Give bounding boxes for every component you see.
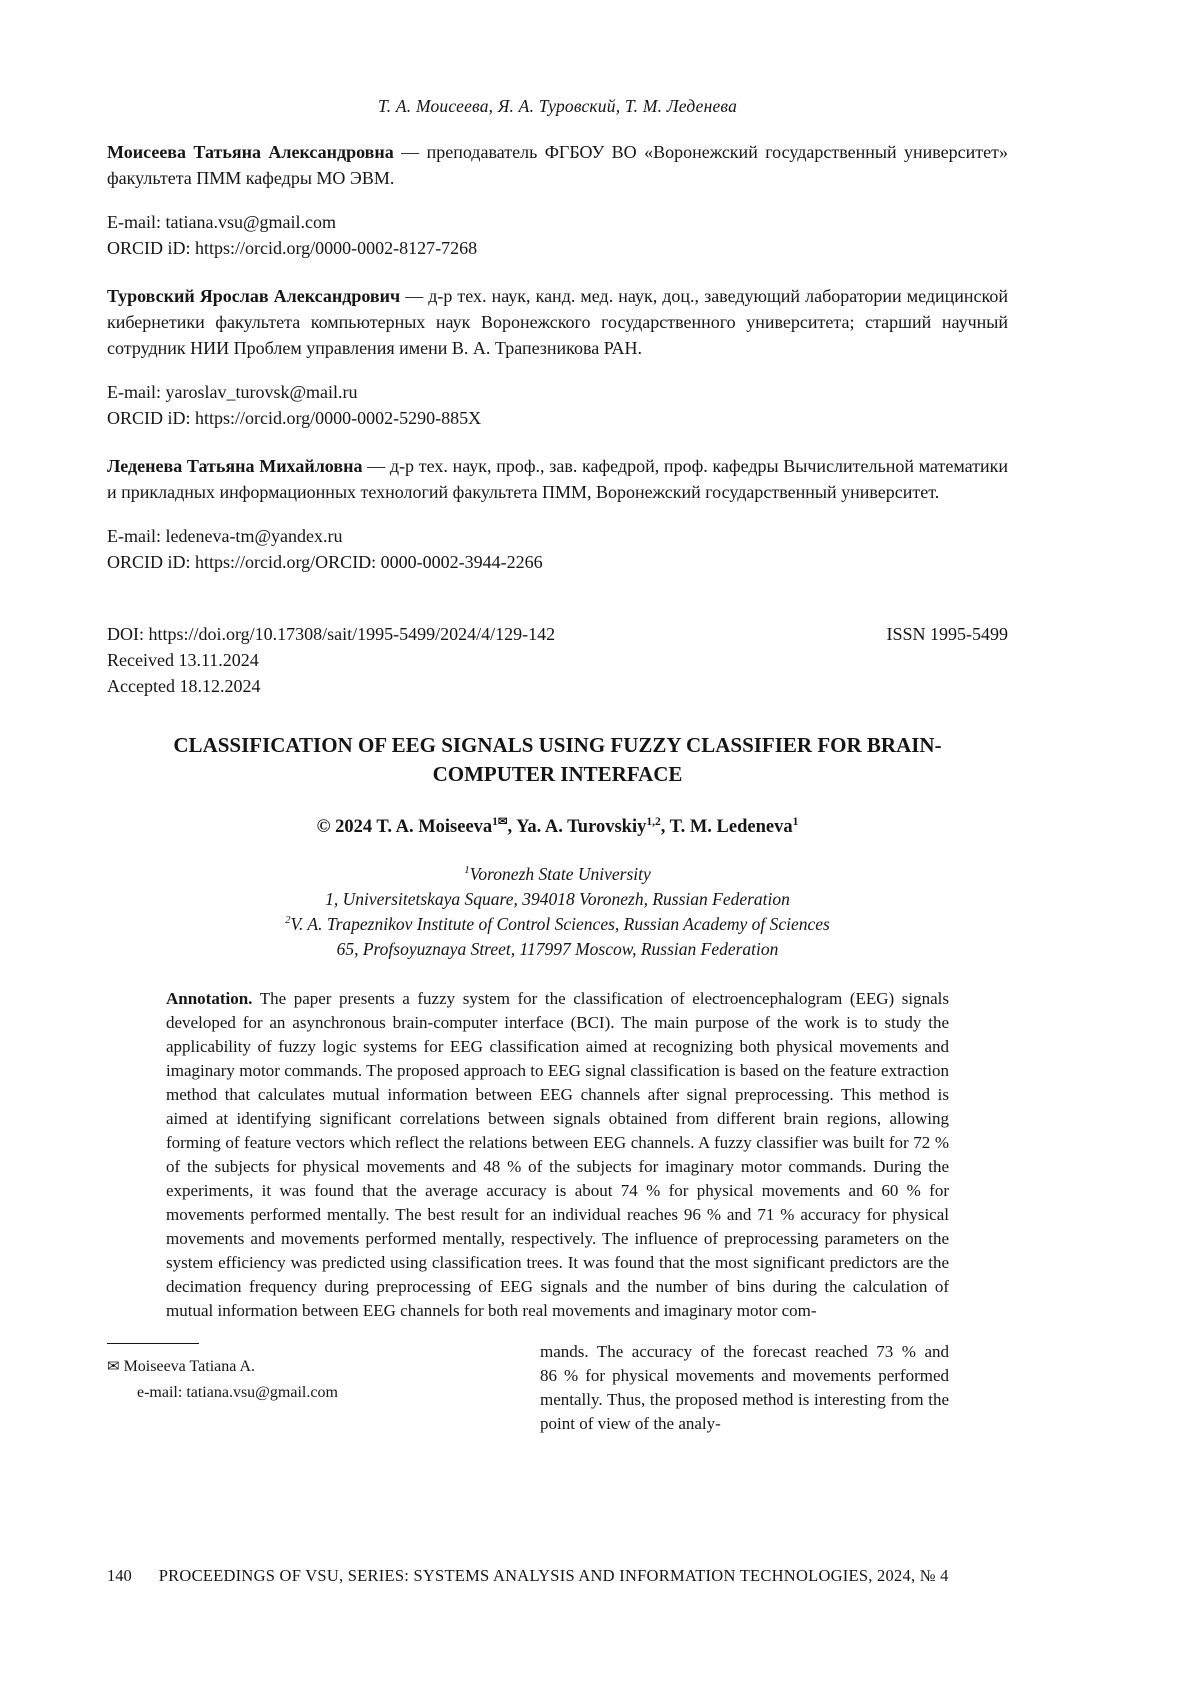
author-email-line [107,379,1008,405]
annotation-paragraph [166,987,949,1323]
annotation-continuation: mands. The accuracy of the forecast reached 73 % and 86 % for physical movements and movements performed mentally. Thus, the proposed method is interesting from the point of view of the analy- [540,1342,949,1433]
author-superscript: 1✉ [492,815,508,828]
footnote-email-label: e-mail: [137,1384,187,1401]
email-label: E-mail: [107,382,166,402]
doi-issn-row [107,621,1008,647]
affiliation-line: 1, Universitetskaya Square, 394018 Voronezh, Russian Federation [325,889,790,909]
author-block-turovskiy [107,283,1008,431]
copyright-text: © 2024 T. A. Moiseeva [316,817,493,837]
article-title [107,731,1008,789]
meta-block [107,621,1008,699]
footnote-author-line [107,1354,540,1380]
author-description: — д-р тех. наук, проф., зав. кафедрой, проф. кафедры Вычислительной математики и прикладных информационных технологий факультета ПММ, Воронежский государственный университет. [107,456,1009,502]
journal-footer-title: PROCEEDINGS OF VSU, SERIES: SYSTEMS ANALYSIS AND INFORMATION TECHNOLOGIES, 2024, № 4 [158,1566,949,1585]
affiliation-superscript: 2 [285,914,291,927]
author-bio [107,453,1008,505]
accepted-date: Accepted 18.12.2024 [107,676,261,696]
email-label: E-mail: [107,212,166,232]
orcid-link[interactable]: https://orcid.org/ORCID: 0000-0002-3944-2266 [195,552,543,572]
author-bio [107,139,1008,191]
orcid-label: ORCID iD: [107,238,196,258]
annotation-text: The paper presents a fuzzy system for the classification of electroencephalogram (EEG) signals developed for an asynchronous brain-computer interface (BCI). The main purpose of the work is to study the applicability of fuzzy logic systems for EEG classification aimed at recognizing both physical movements and imaginary motor commands. The proposed approach to EEG signal classification is based on the feature extraction method that calculates mutual information between EEG channels after signal preprocessing. This method is aimed at identifying significant correlations between signals obtained from different brain regions, allowing forming of feature vectors which reflect the relations between EEG channels. A fuzzy classifier was built for 72 % of the subjects for physical movements and 48 % of the subjects for imaginary motor commands. During the experiments, it was found that the average accuracy is about 74 % for physical movements and 60 % for movements performed mentally. The best result for an individual reaches 96 % and 71 % accuracy for physical movements and movements performed mentally, respectively. The influence of preprocessing parameters on the system efficiency was predicted using classification trees. It was found that the most significant predictors are the decimation frequency during preprocessing of EEG signals and the number of bins during the calculation of mutual information between EEG channels for both real movements and imaginary motor com- [166,989,949,1320]
affiliation-superscript: 1 [464,864,470,877]
affiliations [107,862,1008,962]
footnote-author: Moiseeva Tatiana A. [123,1358,256,1375]
page-number: 140 [107,1566,132,1585]
author-email-line [107,209,1008,235]
envelope-icon: ✉ [107,1359,120,1375]
email-link[interactable]: yaroslav_turovsk@mail.ru [165,382,358,402]
affiliation-line: $^1$Voronezh State University [464,864,651,884]
orcid-link[interactable]: https://orcid.org/0000-0002-8127-7268 [195,238,478,258]
orcid-label: ORCID iD: [107,552,196,572]
page-content [107,0,1008,1453]
email-link[interactable]: tatiana.vsu@gmail.com [165,212,337,232]
author-name: Моисеева Татьяна Александровна [107,142,394,162]
author-superscript: 1 [792,815,799,828]
annotation-bottom-row [107,1323,1008,1453]
author-orcid-line [107,405,1008,431]
author-orcid-line [107,549,1008,575]
author-name: Леденева Татьяна Михайловна [107,456,363,476]
email-link[interactable]: ledeneva-tm@yandex.ru [165,526,343,546]
affiliation-line: 65, Profsoyuznaya Street, 117997 Moscow, Russian Federation [336,939,779,959]
copyright-text: , Ya. A. Turovskiy [507,817,647,837]
article-title-text: CLASSIFICATION OF EEG SIGNALS USING FUZZY CLASSIFIER FOR BRAIN-COMPUTER INTERFACE [173,733,942,786]
orcid-link[interactable]: https://orcid.org/0000-0002-5290-885X [195,408,482,428]
author-orcid-line [107,235,1008,261]
copyright-text: , T. M. Ledeneva [660,817,793,837]
affiliation-line: $^2$V. A. Trapeznikov Institute of Control Sciences, Russian Academy of Sciences [285,914,830,934]
envelope-icon: ✉ [497,815,508,828]
footnote [107,1323,540,1453]
author-block-moiseeva [107,139,1008,261]
author-description: — д-р тех. наук, канд. мед. наук, доц., заведующий лаборатории медицинской кибернетики факультета компьютерных наук Воронежского государственного университета; старший научный сотрудник НИИ Проблем управления имени В. А. Трапезникова РАН. [107,286,1008,358]
author-description: — преподаватель ФГБОУ ВО «Воронежский государственный университет» факультета ПММ кафедры МО ЭВМ. [107,142,1009,188]
page-footer [107,1566,1008,1586]
author-bio [107,283,1008,361]
author-name: Туровский Ярослав Александрович [107,286,401,306]
doi-link[interactable]: DOI: https://doi.org/10.17308/sait/1995-5499/2024/4/129-142 [107,624,556,644]
orcid-label: ORCID iD: [107,408,196,428]
author-email-line [107,523,1008,549]
issn: ISSN 1995-5499 [886,624,1008,644]
running-head: Т. А. Моисеева, Я. А. Туровский, Т. М. Леденева [377,96,738,116]
footnote-email-line [107,1380,540,1405]
received-date: Received 13.11.2024 [107,650,259,670]
footnote-rule [107,1343,199,1344]
copyright-line [107,815,1008,839]
author-superscript: 1,2 [646,815,661,828]
annotation-label: Annotation. [166,989,253,1008]
email-label: E-mail: [107,526,166,546]
author-block-ledeneva [107,453,1008,575]
footnote-email-link[interactable]: tatiana.vsu@gmail.com [186,1384,338,1401]
